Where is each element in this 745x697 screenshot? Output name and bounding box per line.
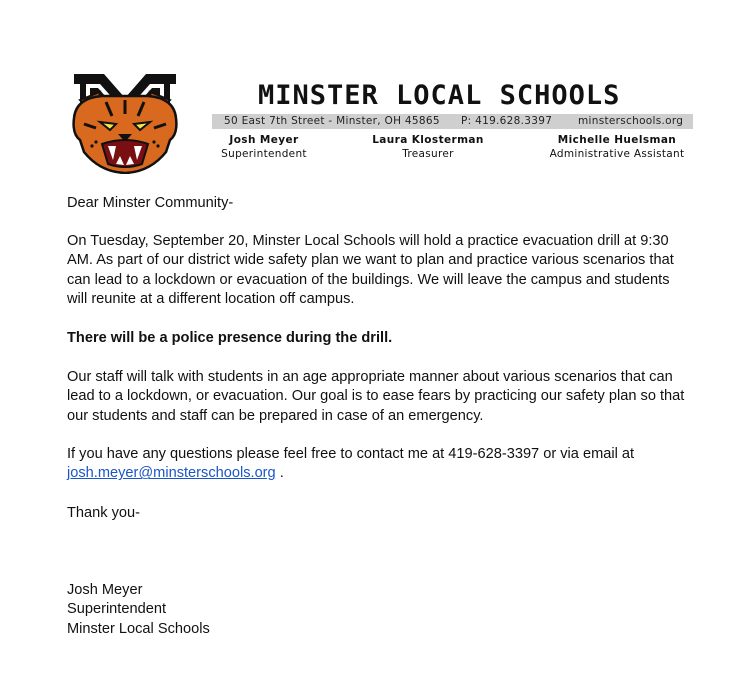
contact-end: . xyxy=(275,465,284,482)
staff-superintendent xyxy=(210,134,318,160)
staff-title: Treasurer xyxy=(402,148,454,160)
letterhead xyxy=(0,0,745,170)
signature-title: Superintendent xyxy=(67,601,166,618)
website-text: minsterschools.org xyxy=(578,115,684,127)
phone-text: P: 419.628.3397 xyxy=(461,115,553,127)
paragraph-staff-info: Our staff will talk with students in an age appropriate manner about various scenarios that can lead to a lockdown, or evacuation. Our goal is to ease fears by practicing our safety plan so that our students and staff can be prepared in case of an emergency. xyxy=(67,369,685,424)
staff-treasurer xyxy=(363,134,493,160)
staff-admin-assistant xyxy=(547,134,687,160)
signature-name: Josh Meyer xyxy=(67,582,143,598)
address-bar xyxy=(212,114,693,129)
closing: Thank you- xyxy=(67,505,141,521)
staff-name: Michelle Huelsman xyxy=(557,134,677,146)
wildcat-logo-icon xyxy=(66,72,184,174)
contact-paragraph xyxy=(67,445,687,484)
staff-title: Administrative Assistant xyxy=(549,148,685,160)
salutation: Dear Minster Community- xyxy=(67,195,234,211)
signature-block xyxy=(67,581,687,639)
email-link[interactable]: josh.meyer@minsterschools.org xyxy=(67,465,276,482)
staff-name: Josh Meyer xyxy=(229,134,299,146)
staff-name: Laura Klosterman xyxy=(372,134,484,146)
police-notice: There will be a police presence during the drill. xyxy=(67,330,393,346)
signature-org: Minster Local Schools xyxy=(67,620,210,637)
school-name: MINSTER LOCAL SCHOOLS xyxy=(258,80,621,111)
address-text: 50 East 7th Street - Minster, OH 45865 xyxy=(224,115,440,127)
paragraph-drill-info: On Tuesday, September 20, Minster Local Schools will hold a practice evacuation drill at 9:30 AM. As part of our district wide safety plan we want to plan and practice various scenarios that can lead to a lockdown or evacuation of the buildings. We will leave the campus and students will reunite at a different location off campus. xyxy=(67,233,674,307)
staff-title: Superintendent xyxy=(221,148,307,160)
contact-text: If you have any questions please feel free to contact me at 419-628-3397 or via email at xyxy=(67,446,635,462)
